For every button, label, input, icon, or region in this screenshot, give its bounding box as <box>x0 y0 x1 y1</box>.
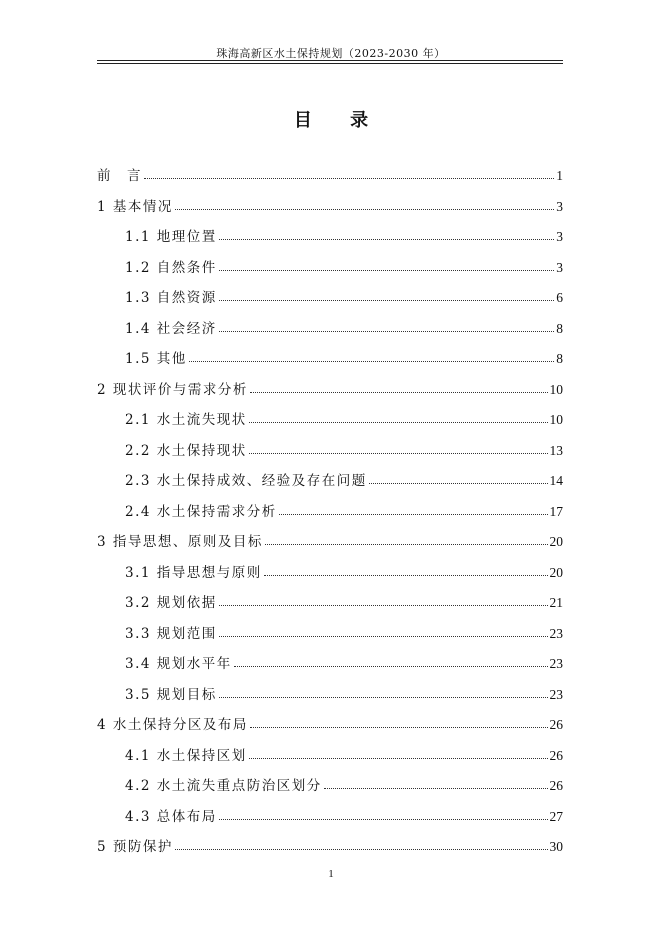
toc-subentry[interactable] <box>125 770 563 794</box>
toc-entry-title: 3.2 规划依据 <box>125 595 217 611</box>
toc-entry-page-number: 13 <box>549 442 563 458</box>
toc-leader-dots <box>219 605 548 606</box>
toc-entry-page-number: 23 <box>549 625 563 641</box>
toc-entry-title: 2.4 水土保持需求分析 <box>125 503 277 520</box>
toc-entry-title: 4.3 总体布局 <box>125 808 217 825</box>
toc-leader-dots <box>249 422 548 423</box>
toc-entry-page-number: 20 <box>549 534 563 549</box>
toc-entry[interactable] <box>97 160 563 184</box>
toc-entry-title: 2.2 水土保持现状 <box>125 442 247 459</box>
toc-leader-dots <box>219 697 548 698</box>
toc-leader-dots <box>219 270 554 271</box>
toc-entry-page-number: 8 <box>556 351 563 366</box>
toc-subentry[interactable] <box>125 496 563 520</box>
toc-entry[interactable] <box>97 526 563 550</box>
toc-leader-dots <box>264 575 548 576</box>
toc-subentry[interactable] <box>125 252 563 276</box>
toc-leader-dots <box>219 331 554 332</box>
toc-entry[interactable] <box>97 374 563 398</box>
toc-entry-page-number: 23 <box>549 686 563 702</box>
toc-entry-title: 1.5 其他 <box>125 351 187 367</box>
toc-entry-page-number: 10 <box>549 381 563 397</box>
toc-entry-page-number: 20 <box>549 564 563 580</box>
toc-subentry[interactable] <box>125 679 563 703</box>
toc-subentry[interactable] <box>125 557 563 581</box>
toc-subentry[interactable] <box>125 740 563 764</box>
toc-leader-dots <box>234 666 548 667</box>
toc-leader-dots <box>219 300 554 301</box>
toc-leader-dots <box>144 178 554 179</box>
toc-entry-page-number: 26 <box>549 778 563 793</box>
toc-entry-title: 3.3 规划范围 <box>125 625 217 642</box>
toc-entry-title: 4.2 水土流失重点防治区划分 <box>125 778 322 794</box>
toc-leader-dots <box>265 544 548 545</box>
toc-entry-title: 3.5 规划目标 <box>125 686 217 703</box>
toc-entry-title: 1.1 地理位置 <box>125 229 217 245</box>
toc-entry-page-number: 26 <box>549 717 563 732</box>
toc-leader-dots <box>369 483 548 484</box>
toc-leader-dots <box>249 453 548 454</box>
toc-entry-page-number: 17 <box>549 503 563 519</box>
toc-entry-title: 1.4 社会经济 <box>125 320 217 337</box>
toc-entry[interactable] <box>97 831 563 855</box>
toc-subentry[interactable] <box>125 801 563 825</box>
toc-leader-dots <box>175 209 554 210</box>
toc-entry-title: 2.1 水土流失现状 <box>125 412 247 428</box>
toc-leader-dots <box>250 392 548 393</box>
toc-subentry[interactable] <box>125 618 563 642</box>
toc-entry-page-number: 8 <box>556 320 563 336</box>
toc-leader-dots <box>250 727 548 728</box>
toc-subentry[interactable] <box>125 435 563 459</box>
toc-entry-page-number: 3 <box>556 259 563 275</box>
toc-subentry[interactable] <box>125 221 563 245</box>
toc-subentry[interactable] <box>125 282 563 306</box>
page-number: 1 <box>328 868 334 880</box>
toc-leader-dots <box>324 788 548 789</box>
toc-entry-page-number: 26 <box>549 747 563 763</box>
toc-subentry[interactable] <box>125 465 563 489</box>
toc-entry[interactable] <box>97 709 563 733</box>
toc-entry-title: 前 言 <box>97 168 142 184</box>
toc-entry-title: 1.2 自然条件 <box>125 259 217 276</box>
toc-leader-dots <box>219 239 554 240</box>
header-rule-thin <box>97 60 563 61</box>
toc-subentry[interactable] <box>125 343 563 367</box>
header-rule-thick <box>97 63 563 64</box>
toc-entry-page-number: 6 <box>556 290 563 305</box>
toc-entry-page-number: 27 <box>549 808 563 824</box>
toc-entry[interactable] <box>97 191 563 215</box>
toc-entry-page-number: 1 <box>556 168 563 183</box>
toc-entry-title: 3.4 规划水平年 <box>125 656 232 672</box>
toc-leader-dots <box>175 849 548 850</box>
toc-entry-title: 5 预防保护 <box>97 839 173 855</box>
toc-entry-title: 1 基本情况 <box>97 198 173 215</box>
toc-entry-page-number: 23 <box>549 656 563 671</box>
toc-leader-dots <box>189 361 554 362</box>
toc-entry-title: 1.3 自然资源 <box>125 290 217 306</box>
toc-entry-page-number: 3 <box>556 229 563 244</box>
toc-entry-page-number: 10 <box>549 412 563 427</box>
toc-entry-title: 4 水土保持分区及布局 <box>97 717 248 733</box>
toc-leader-dots <box>249 758 548 759</box>
toc-leader-dots <box>219 819 548 820</box>
toc-entry-page-number: 30 <box>549 839 563 854</box>
toc-entry-title: 2 现状评价与需求分析 <box>97 381 248 398</box>
running-header: 珠海高新区水土保持规划（2023-2030 年） <box>216 47 446 60</box>
page-title: 目 录 <box>293 110 385 131</box>
toc-entry-title: 3 指导思想、原则及目标 <box>97 534 263 550</box>
toc-leader-dots <box>219 636 548 637</box>
toc-entry-page-number: 3 <box>556 198 563 214</box>
toc-subentry[interactable] <box>125 404 563 428</box>
toc-subentry[interactable] <box>125 313 563 337</box>
toc-subentry[interactable] <box>125 648 563 672</box>
toc-leader-dots <box>279 514 548 515</box>
toc-entry-title: 2.3 水土保持成效、经验及存在问题 <box>125 473 367 489</box>
toc-subentry[interactable] <box>125 587 563 611</box>
toc-entry-page-number: 14 <box>549 473 563 488</box>
toc-entry-page-number: 21 <box>549 595 563 610</box>
toc-entry-title: 4.1 水土保持区划 <box>125 747 247 764</box>
toc-entry-title: 3.1 指导思想与原则 <box>125 564 262 581</box>
